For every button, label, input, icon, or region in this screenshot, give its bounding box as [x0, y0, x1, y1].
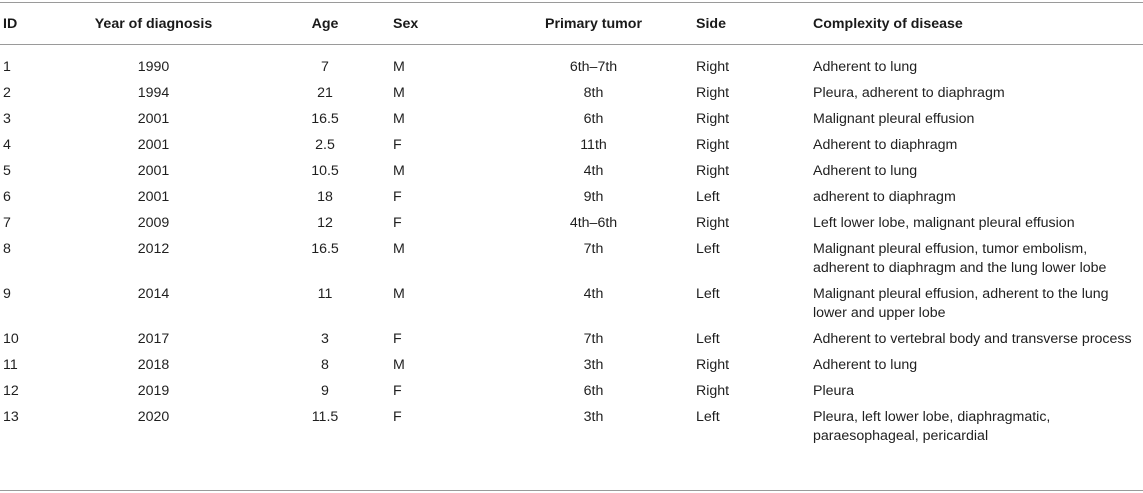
- cell-year: 2012: [137, 241, 170, 257]
- cell-side: Right: [696, 163, 730, 179]
- cell-age: 10.5: [311, 163, 339, 179]
- cell-complexity: Pleura: [813, 383, 855, 399]
- cell-side: Right: [696, 137, 730, 153]
- table-row: [0, 214, 1143, 240]
- cell-tumor: 8th: [583, 85, 604, 101]
- table-body: [0, 44, 1143, 446]
- cell-age: 11.5: [311, 409, 339, 425]
- cell-year: 2001: [137, 111, 170, 127]
- cell-tumor: 6th: [583, 383, 604, 399]
- cell-id: 12: [3, 383, 19, 399]
- cell-complexity: Adherent to vertebral body and transverse process: [813, 331, 1132, 347]
- cell-year: 1994: [137, 85, 170, 101]
- cell-side: Left: [696, 286, 720, 302]
- cell-sex: F: [393, 409, 402, 425]
- cell-sex: M: [393, 59, 405, 75]
- cell-age: 9: [321, 383, 329, 399]
- cell-id: 3: [3, 111, 11, 127]
- cell-complexity: Pleura, left lower lobe, diaphragmatic, paraesophageal, pericardial: [813, 409, 1051, 444]
- cell-complexity: Left lower lobe, malignant pleural effusion: [813, 215, 1075, 231]
- cell-tumor: 3th: [583, 357, 604, 373]
- cell-tumor: 6th: [583, 111, 604, 127]
- table-row: [0, 408, 1143, 446]
- header-sex: Sex: [393, 15, 419, 32]
- cell-tumor: 4th: [583, 286, 604, 302]
- table-row: [0, 285, 1143, 330]
- cell-age: 11: [317, 286, 333, 302]
- cell-sex: M: [393, 111, 405, 127]
- cell-tumor: 7th: [583, 241, 604, 257]
- cell-id: 5: [3, 163, 11, 179]
- cell-side: Left: [696, 409, 720, 425]
- header-tumor: Primary tumor: [545, 15, 642, 32]
- cell-year: 2018: [137, 357, 170, 373]
- cell-age: 8: [321, 357, 329, 373]
- cell-sex: M: [393, 85, 405, 101]
- cell-sex: M: [393, 286, 405, 302]
- cell-year: 2014: [137, 286, 170, 302]
- table-row: [0, 44, 1143, 84]
- cell-age: 18: [317, 189, 333, 205]
- cell-side: Right: [696, 383, 730, 399]
- cell-sex: M: [393, 241, 405, 257]
- cell-side: Right: [696, 85, 730, 101]
- cell-sex: M: [393, 357, 405, 373]
- cell-id: 11: [3, 357, 18, 373]
- cell-age: 16.5: [311, 241, 339, 257]
- header-age: Age: [311, 15, 339, 32]
- table-header-row: [0, 3, 1143, 44]
- cell-year: 2009: [137, 215, 170, 231]
- cell-id: 13: [3, 409, 19, 425]
- header-year: Year of diagnosis: [94, 15, 213, 32]
- cell-id: 8: [3, 241, 11, 257]
- cell-id: 2: [3, 85, 11, 101]
- cell-year: 2001: [137, 189, 170, 205]
- table-row: [0, 188, 1143, 214]
- cell-age: 12: [317, 215, 333, 231]
- cell-id: 9: [3, 286, 11, 302]
- cell-id: 10: [3, 331, 19, 347]
- patient-table: [0, 3, 1143, 446]
- cell-complexity: Adherent to lung: [813, 163, 918, 179]
- cell-id: 4: [3, 137, 11, 153]
- cell-side: Left: [696, 241, 720, 257]
- cell-year: 2020: [137, 409, 170, 425]
- cell-side: Right: [696, 111, 730, 127]
- cell-tumor: 3th: [583, 409, 604, 425]
- cell-tumor: 6th–7th: [569, 59, 618, 75]
- header-id: ID: [3, 15, 18, 32]
- cell-complexity: Malignant pleural effusion: [813, 111, 975, 127]
- table-row: [0, 110, 1143, 136]
- cell-id: 6: [3, 189, 11, 205]
- cell-side: Right: [696, 357, 730, 373]
- cell-side: Left: [696, 331, 720, 347]
- cell-tumor: 7th: [583, 331, 604, 347]
- cell-complexity: Adherent to diaphragm: [813, 137, 958, 153]
- cell-side: Right: [696, 59, 730, 75]
- cell-sex: F: [393, 331, 402, 347]
- cell-complexity: Adherent to lung: [813, 59, 918, 75]
- table-row: [0, 330, 1143, 356]
- cell-tumor: 9th: [583, 189, 604, 205]
- table-row: [0, 356, 1143, 382]
- cell-year: 2001: [137, 137, 170, 153]
- table-row: [0, 382, 1143, 408]
- cell-complexity: adherent to diaphragm: [813, 189, 956, 205]
- header-complexity: Complexity of disease: [813, 15, 963, 32]
- header-side: Side: [696, 15, 726, 32]
- table-row: [0, 162, 1143, 188]
- table-row: [0, 136, 1143, 162]
- table-row: [0, 240, 1143, 285]
- cell-year: 1990: [137, 59, 170, 75]
- cell-sex: F: [393, 137, 402, 153]
- table-bottom-rule: [0, 490, 1143, 491]
- cell-age: 2.5: [315, 137, 335, 153]
- cell-tumor: 11th: [580, 137, 607, 153]
- cell-sex: F: [393, 189, 402, 205]
- cell-age: 3: [321, 331, 329, 347]
- cell-tumor: 4th: [583, 163, 604, 179]
- cell-sex: F: [393, 215, 402, 231]
- cell-year: 2017: [137, 331, 170, 347]
- cell-complexity: Adherent to lung: [813, 357, 918, 373]
- table-row: [0, 84, 1143, 110]
- cell-complexity: Pleura, adherent to diaphragm: [813, 85, 1005, 101]
- cell-id: 7: [3, 215, 11, 231]
- cell-year: 2001: [137, 163, 170, 179]
- cell-complexity: Malignant pleural effusion, tumor embolism, adherent to diaphragm and the lung lower lobe: [813, 241, 1107, 276]
- cell-age: 7: [321, 59, 329, 75]
- cell-year: 2019: [137, 383, 170, 399]
- cell-sex: M: [393, 163, 405, 179]
- cell-side: Right: [696, 215, 730, 231]
- cell-age: 16.5: [311, 111, 339, 127]
- cell-side: Left: [696, 189, 720, 205]
- cell-tumor: 4th–6th: [569, 215, 618, 231]
- cell-complexity: Malignant pleural effusion, adherent to the lung lower and upper lobe: [813, 286, 1109, 321]
- cell-age: 21: [317, 85, 333, 101]
- cell-sex: F: [393, 383, 402, 399]
- cell-id: 1: [3, 59, 11, 75]
